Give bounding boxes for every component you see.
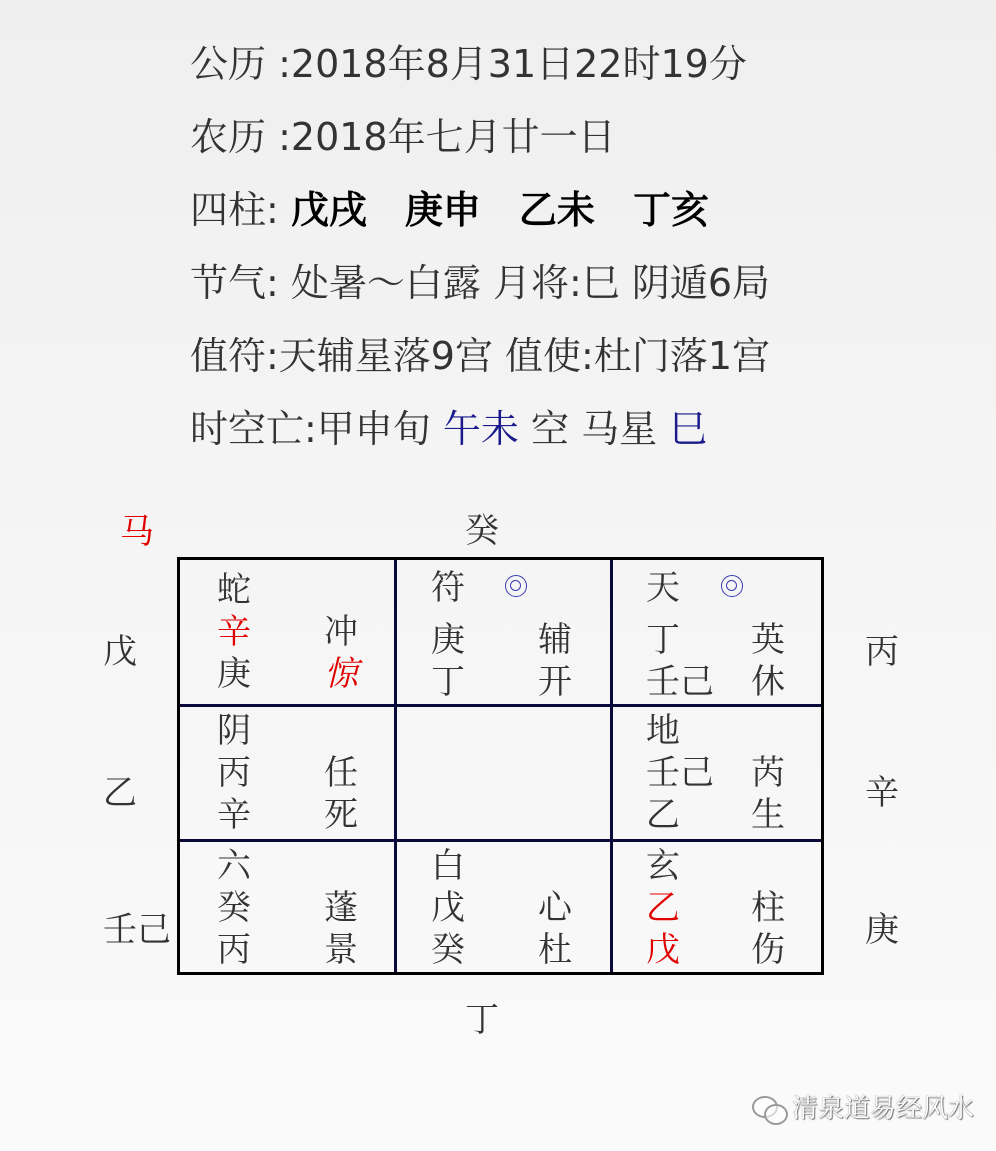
palace-bottom-center — [397, 842, 610, 972]
palace-door: 生 — [751, 795, 785, 835]
palace-god: 六 — [217, 846, 251, 886]
palace-top-right — [613, 560, 821, 704]
outer-right-bottom: 庚 — [865, 910, 899, 950]
palace-door: 伤 — [751, 930, 785, 970]
outer-left-top: 戊 — [103, 632, 137, 672]
palace-top-left — [180, 560, 394, 704]
heaven-stem: 庚 — [431, 620, 465, 660]
jieqi-value: 处暑～白露 月将:巳 阴遁6局 — [290, 261, 771, 305]
kongwang-mid: 空 马星 — [518, 407, 670, 451]
outer-left-middle: 乙 — [103, 773, 137, 813]
palace-door: 开 — [538, 662, 572, 702]
palace-star: 任 — [324, 753, 358, 793]
heaven-stem: 乙 — [646, 888, 680, 928]
palace-top-center — [397, 560, 610, 704]
earth-stem: 癸 — [431, 930, 465, 970]
palace-middle-left — [180, 707, 394, 839]
kongwang-label: 时空亡:甲申旬 — [190, 407, 443, 451]
palace-center — [397, 707, 610, 839]
kongwang-line — [190, 401, 770, 474]
earth-stem: 壬己 — [646, 662, 714, 702]
watermark — [752, 1088, 974, 1125]
outer-right-middle: 辛 — [865, 773, 899, 813]
earth-stem: 丙 — [217, 930, 251, 970]
palace-middle-right — [613, 707, 821, 839]
pillar-hour: 丁亥 — [632, 188, 709, 232]
palace-bottom-left — [180, 842, 394, 972]
pillars-label: 四柱: — [190, 188, 291, 232]
solar-label: 公历 : — [190, 42, 291, 86]
chart-info — [190, 36, 770, 474]
watermark-text: 清泉道易经风水 — [792, 1094, 975, 1124]
palace-god: 符 — [431, 568, 465, 608]
palace-door: 惊 — [324, 654, 358, 694]
lunar-label: 农历 : — [190, 115, 291, 159]
earth-stem: 辛 — [217, 795, 251, 835]
pillar-year: 戊戌 — [290, 188, 367, 232]
palace-door: 景 — [324, 930, 358, 970]
wechat-icon — [752, 1096, 786, 1124]
palace-god: 天 — [646, 568, 680, 608]
outer-bottom: 丁 — [465, 1000, 499, 1040]
palace-star: 蓬 — [324, 888, 358, 928]
palace-door: 杜 — [538, 930, 572, 970]
heaven-stem: 癸 — [217, 888, 251, 928]
palace-god: 玄 — [646, 846, 680, 886]
palace-door: 死 — [324, 795, 358, 835]
palace-door: 休 — [751, 662, 785, 702]
heaven-stem: 丙 — [217, 753, 251, 793]
palace-god: 白 — [431, 846, 465, 886]
pillar-month: 庚申 — [404, 188, 481, 232]
earth-stem: 丁 — [431, 662, 465, 702]
earth-stem: 乙 — [646, 795, 680, 835]
palace-star: 辅 — [538, 620, 572, 660]
palace-god: 地 — [646, 711, 680, 751]
jieqi-line — [190, 255, 770, 328]
solar-date-line — [190, 36, 770, 109]
outer-left-bottom: 壬己 — [103, 910, 171, 950]
nine-palace-grid — [177, 557, 824, 975]
palace-star: 英 — [751, 620, 785, 660]
kongwang-value: 午未 — [442, 407, 519, 451]
palace-star: 柱 — [751, 888, 785, 928]
heaven-stem: 戊 — [431, 888, 465, 928]
heaven-stem: 壬己 — [646, 753, 714, 793]
jieqi-label: 节气: — [190, 261, 291, 305]
palace-god: 蛇 — [217, 570, 251, 610]
double-circle-icon — [505, 575, 527, 597]
lunar-date-line — [190, 109, 770, 182]
outer-right-top: 丙 — [865, 632, 899, 672]
palace-star: 冲 — [324, 612, 358, 652]
lunar-value: 2018年七月廿一日 — [290, 115, 616, 159]
pillar-day: 乙未 — [518, 188, 595, 232]
heaven-stem: 辛 — [217, 612, 251, 652]
outer-top: 癸 — [465, 511, 499, 551]
solar-value: 2018年8月31日22时19分 — [290, 42, 747, 86]
palace-star: 芮 — [751, 753, 785, 793]
double-circle-icon — [721, 575, 743, 597]
heaven-stem: 丁 — [646, 620, 680, 660]
horse-marker: 马 — [120, 512, 154, 552]
palace-god: 阴 — [217, 711, 251, 751]
maxing-value: 巳 — [669, 407, 708, 451]
four-pillars-line — [190, 182, 770, 255]
palace-star: 心 — [538, 888, 572, 928]
zhifu-zhishi-line: 值符:天辅星落9宫 值使:杜门落1宫 — [190, 334, 771, 378]
earth-stem: 戊 — [646, 930, 680, 970]
earth-stem: 庚 — [217, 654, 251, 694]
palace-bottom-right — [613, 842, 821, 972]
